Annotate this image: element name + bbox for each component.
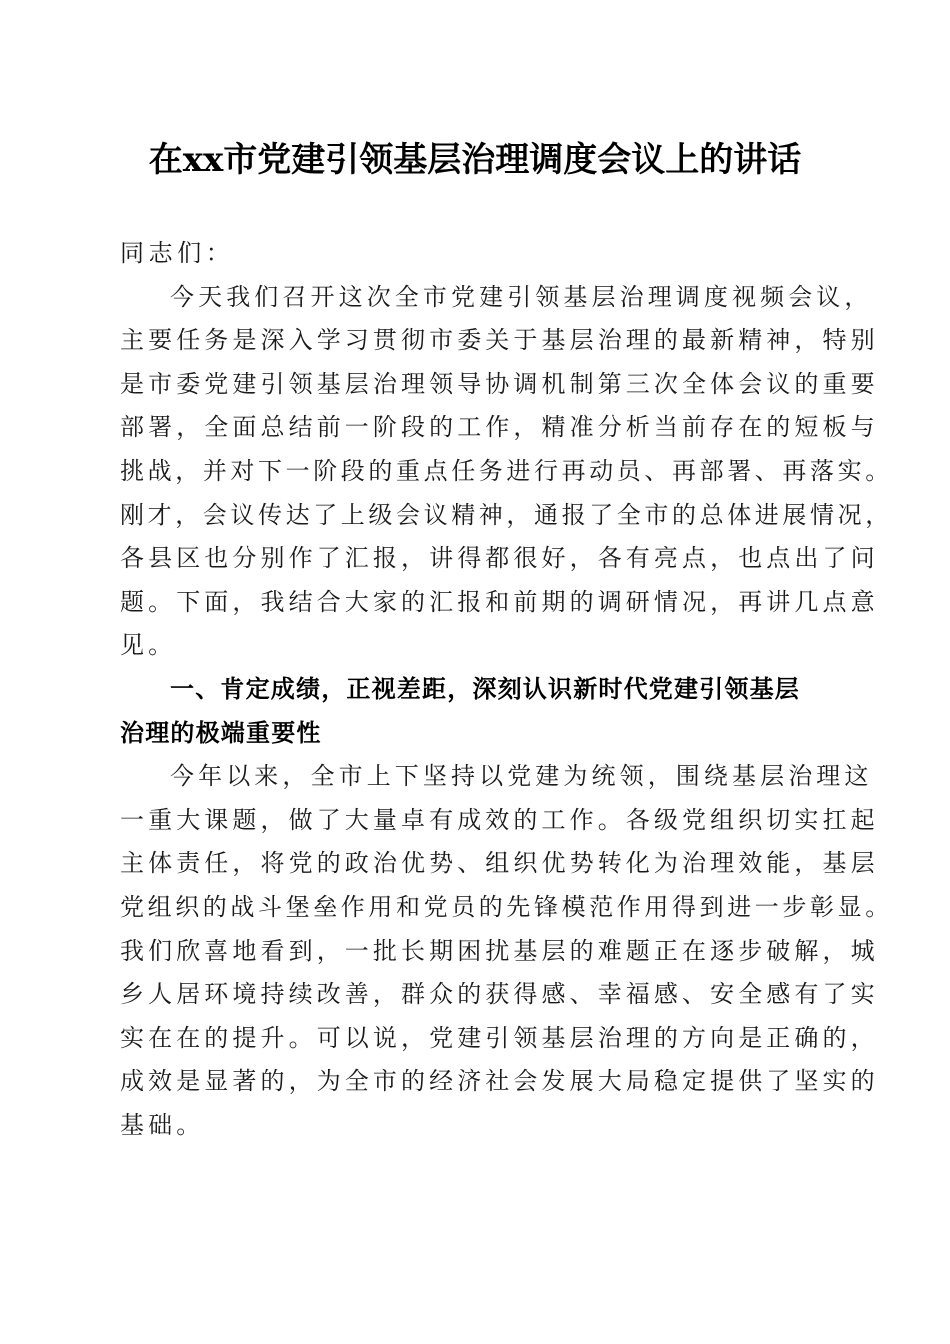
paragraph-line: 主要任务是深入学习贯彻市委关于基层治理的最新精神，特别 bbox=[120, 326, 879, 355]
paragraph-line: 乡人居环境持续改善，群众的获得感、幸福感、安全感有了实 bbox=[120, 980, 879, 1009]
paragraph-line: 见。 bbox=[120, 631, 177, 660]
section-heading-1 bbox=[120, 668, 840, 755]
paragraph-opening bbox=[120, 276, 893, 668]
paragraph-line: 题。下面，我结合大家的汇报和前期的调研情况，再讲几点意 bbox=[120, 587, 879, 616]
paragraph-line: 刚才，会议传达了上级会议精神，通报了全市的总体进展情况， bbox=[120, 500, 893, 529]
paragraph-line: 主体责任，将党的政治优势、组织优势转化为治理效能，基层 bbox=[120, 849, 879, 878]
heading-line: 治理的极端重要性 bbox=[120, 718, 322, 747]
paragraph-line: 挑战，并对下一阶段的重点任务进行再动员、再部署、再落实。 bbox=[120, 456, 893, 485]
paragraph-line: 是市委党建引领基层治理领导协调机制第三次全体会议的重要 bbox=[120, 369, 879, 398]
paragraph-line: 各县区也分别作了汇报，讲得都很好，各有亮点，也点出了问 bbox=[120, 544, 879, 573]
paragraph-achievements bbox=[120, 755, 893, 1147]
paragraph-line: 实在在的提升。可以说，党建引领基层治理的方向是正确的， bbox=[120, 1023, 879, 1052]
paragraph-line: 成效是显著的，为全市的经济社会发展大局稳定提供了坚实的 bbox=[120, 1067, 879, 1096]
salutation: 同志们： bbox=[120, 239, 235, 267]
paragraph-line: 一重大课题，做了大量卓有成效的工作。各级党组织切实扛起 bbox=[120, 805, 879, 834]
paragraph-line: 今天我们召开这次全市党建引领基层治理调度视频会议， bbox=[170, 282, 873, 311]
heading-line: 一、肯定成绩，正视差距，深刻认识新时代党建引领基层 bbox=[170, 674, 800, 703]
paragraph-line: 今年以来，全市上下坚持以党建为统领，围绕基层治理这 bbox=[170, 762, 873, 791]
paragraph-line: 党组织的战斗堡垒作用和党员的先锋模范作用得到进一步彰显。 bbox=[120, 892, 893, 921]
paragraph-line: 我们欣喜地看到，一批长期困扰基层的难题正在逐步破解，城 bbox=[120, 936, 879, 965]
paragraph-line: 基础。 bbox=[120, 1110, 205, 1139]
document-title: 在xx市党建引领基层治理调度会议上的讲话 bbox=[148, 140, 802, 180]
document-body bbox=[120, 232, 893, 1147]
paragraph-line: 部署，全面总结前一阶段的工作，精准分析当前存在的短板与 bbox=[120, 413, 879, 442]
